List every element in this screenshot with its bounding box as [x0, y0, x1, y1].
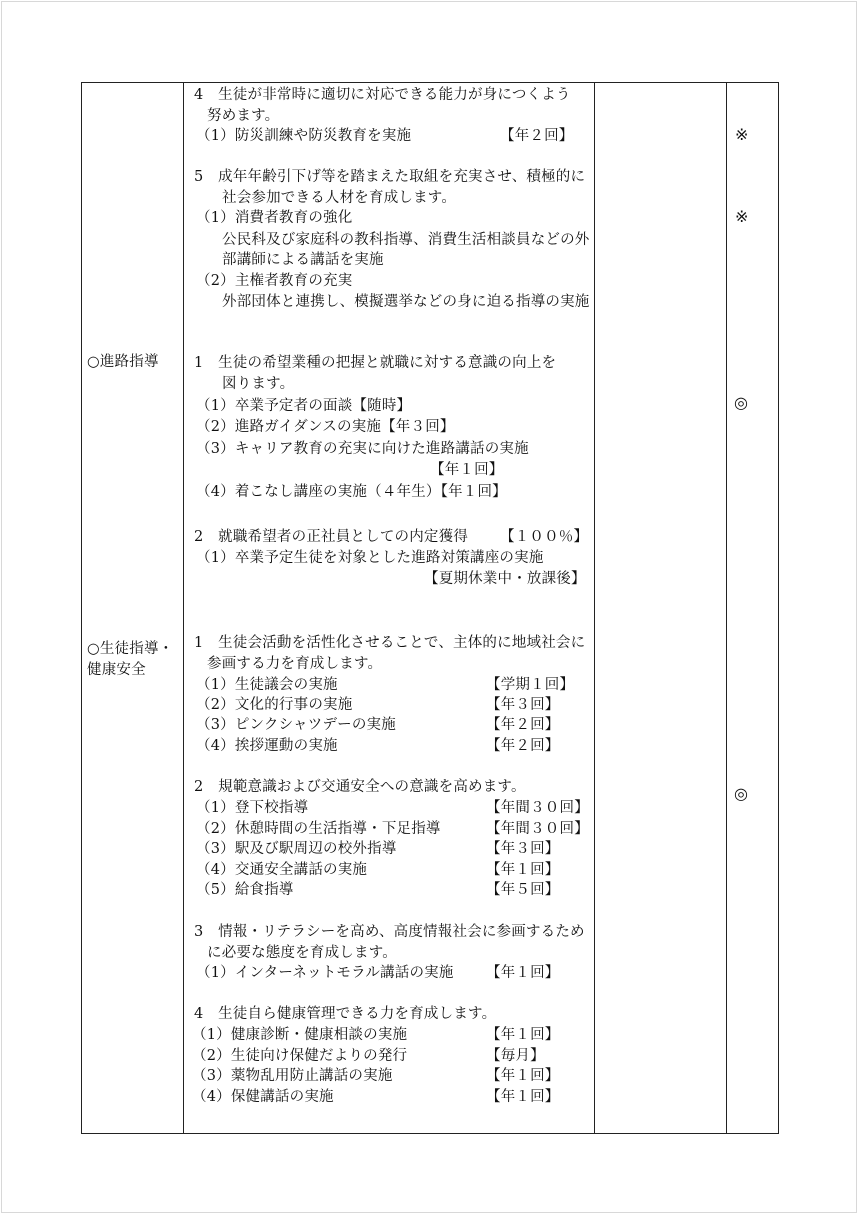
- category-career-guidance: ○進路指導: [87, 354, 159, 370]
- measure-item: （2）休憩時間の生活指導・下足指導: [196, 821, 441, 837]
- goal-heading: 4 生徒が非常時に適切に対応できる能力が身につくよう: [194, 87, 571, 103]
- goal-heading: 3 情報・リテラシーを高め、高度情報社会に参画するため: [194, 924, 585, 940]
- measure-item: （1）消費者教育の強化: [196, 210, 353, 226]
- measure-item: （2）主権者教育の充実: [196, 273, 353, 289]
- table-left-border: [81, 82, 82, 1134]
- measure-detail: 外部団体と連携し、模擬選挙などの身に迫る指導の実施: [222, 294, 590, 310]
- frequency-label: 【年２回】: [486, 717, 560, 733]
- measure-item: （1）インターネットモラル講話の実施: [196, 965, 454, 981]
- frequency-label: 【年１回】: [486, 1089, 560, 1105]
- measure-item: （1）防災訓練や防災教育を実施: [196, 128, 412, 144]
- measure-item: （2）生徒向け保健だよりの発行: [192, 1048, 408, 1064]
- frequency-label: 【年２回】: [486, 738, 560, 754]
- target-label: 【１００％】: [500, 529, 589, 545]
- measure-item: （3）ピンクシャツデーの実施: [196, 717, 396, 733]
- goal-heading: 4 生徒自ら健康管理できる力を育成します。: [194, 1006, 497, 1022]
- frequency-label: 【年１回】: [486, 1068, 560, 1084]
- measure-item: （2）進路ガイダンスの実施【年３回】: [196, 419, 455, 435]
- frequency-label: 【夏期休業中・放課後】: [424, 571, 586, 587]
- column-divider: [594, 82, 595, 1134]
- frequency-label: 【年１回】: [486, 965, 560, 981]
- measure-detail: 部講師による講話を実施: [222, 252, 384, 268]
- goal-heading: 参画する力を育成します。: [207, 656, 383, 672]
- goal-heading: 社会参加できる人材を育成します。: [222, 190, 457, 206]
- column-divider: [183, 82, 184, 1134]
- measure-item: （4）保健講話の実施: [192, 1089, 334, 1105]
- goal-heading: 1 生徒会活動を活性化させることで、主体的に地域社会に: [194, 635, 586, 651]
- frequency-label: 【年間３０回】: [486, 800, 589, 816]
- measure-item: （2）文化的行事の実施: [196, 697, 353, 713]
- priority-mark: ◎: [734, 393, 748, 412]
- category-student-guidance: 健康安全: [87, 662, 146, 678]
- measure-item: （1）生徒議会の実施: [196, 677, 338, 693]
- measure-item: （3）薬物乱用防止講話の実施: [192, 1068, 393, 1084]
- measure-item: （4）挨拶運動の実施: [196, 738, 338, 754]
- priority-mark: ◎: [734, 784, 748, 803]
- measure-item: （4）交通安全講話の実施: [196, 862, 368, 878]
- frequency-label: 【毎月】: [486, 1048, 545, 1064]
- measure-item: （3）キャリア教育の充実に向けた進路講話の実施: [196, 441, 529, 457]
- frequency-label: 【年２回】: [500, 128, 574, 144]
- measure-detail: 公民科及び家庭科の教科指導、消費生活相談員などの外: [222, 232, 590, 248]
- frequency-label: 【年間３０回】: [486, 821, 589, 837]
- measure-item: （5）給食指導: [196, 882, 294, 898]
- category-student-guidance: ○生徒指導・: [87, 641, 174, 657]
- measure-item: （1）卒業予定者の面談【随時】: [196, 398, 412, 414]
- table-right-border: [778, 82, 779, 1134]
- goal-heading: 1 生徒の希望業種の把握と就職に対する意識の向上を: [194, 355, 557, 371]
- goal-heading: 2 規範意識および交通安全への意識を高めます。: [194, 779, 526, 795]
- priority-mark: ※: [735, 125, 749, 144]
- goal-heading: 図ります。: [222, 376, 295, 392]
- frequency-label: 【年１回】: [486, 862, 560, 878]
- table-top-border: [81, 82, 778, 83]
- frequency-label: 【年１回】: [430, 462, 504, 478]
- table-bottom-border: [81, 1133, 778, 1134]
- goal-heading: 努めます。: [207, 108, 280, 124]
- measure-item: （1）卒業予定生徒を対象とした進路対策講座の実施: [196, 550, 544, 566]
- measure-item: （1）健康診断・健康相談の実施: [192, 1027, 408, 1043]
- measure-item: （3）駅及び駅周辺の校外指導: [196, 841, 397, 857]
- priority-mark: ※: [735, 207, 749, 226]
- goal-heading: 2 就職希望者の正社員としての内定獲得: [194, 529, 469, 545]
- frequency-label: 【年３回】: [486, 841, 560, 857]
- frequency-label: 【学期１回】: [486, 677, 575, 693]
- frequency-label: 【年１回】: [486, 1027, 560, 1043]
- measure-item: （4）着こなし講座の実施（４年生）【年１回】: [196, 484, 507, 500]
- column-divider: [726, 82, 727, 1134]
- goal-heading: に必要な態度を育成します。: [207, 945, 397, 961]
- frequency-label: 【年５回】: [486, 882, 560, 898]
- measure-item: （1）登下校指導: [196, 800, 309, 816]
- frequency-label: 【年３回】: [486, 697, 560, 713]
- goal-heading: 5 成年年齢引下げ等を踏まえた取組を充実させ、積極的に: [194, 169, 586, 185]
